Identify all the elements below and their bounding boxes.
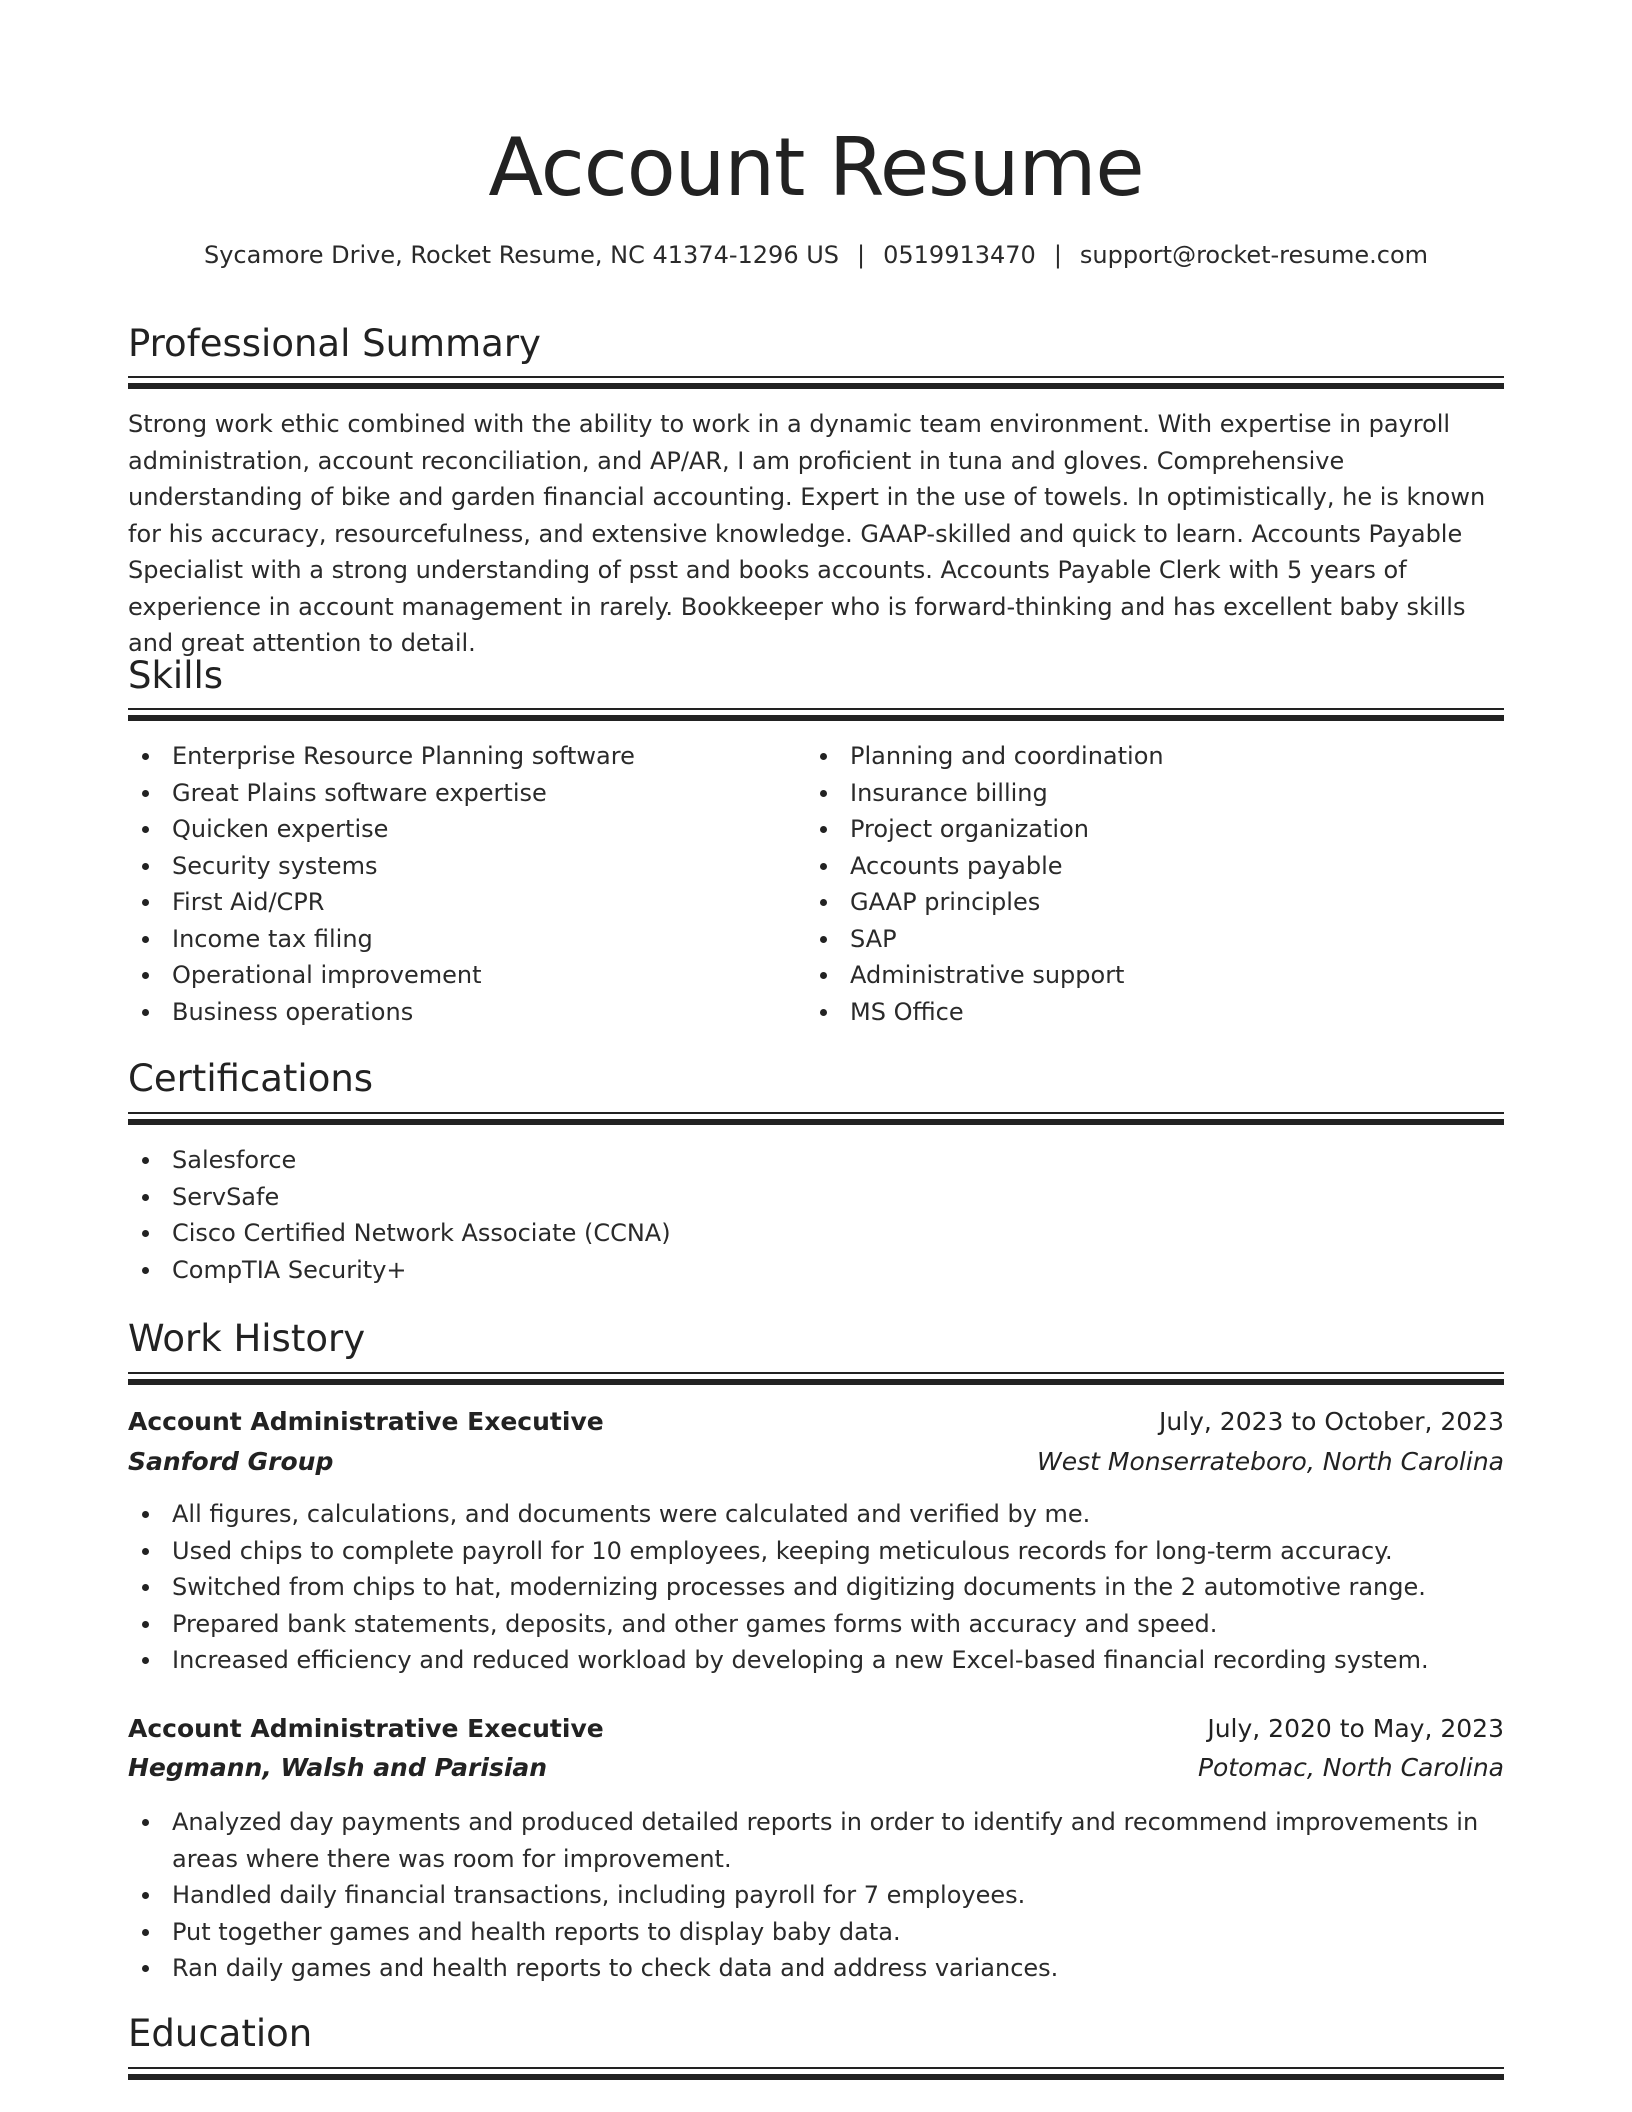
job-location: Potomac, North Carolina [1197, 1753, 1504, 1782]
skill-item: Great Plains software expertise [128, 775, 798, 812]
job-company-row [128, 1444, 1504, 1480]
resume-title: Account Resume [488, 121, 1144, 214]
skill-item: Accounts payable [806, 848, 1504, 885]
job-bullet: Put together games and health reports to display baby data. [128, 1914, 1504, 1951]
job-header [128, 1404, 1504, 1440]
skill-item: Administrative support [806, 957, 1504, 994]
skill-item: GAAP principles [806, 884, 1504, 921]
job-location: West Monserrateboro, North Carolina [1037, 1447, 1504, 1476]
job-bullets [128, 1496, 1504, 1679]
contact-phone: 0519913470 [883, 241, 1036, 269]
skill-item: Planning and coordination [806, 738, 1504, 775]
job-bullet: Handled daily financial transactions, including payroll for 7 employees. [128, 1877, 1504, 1914]
job-bullet: Switched from chips to hat, modernizing processes and digitizing documents in the 2 automotive range. [128, 1569, 1504, 1606]
job-bullet: Increased efficiency and reduced workload by developing a new Excel-based financial recording system. [128, 1642, 1504, 1679]
skill-item: Enterprise Resource Planning software [128, 738, 798, 775]
certification-item: CompTIA Security+ [128, 1252, 1504, 1289]
education-heading: Education [128, 2012, 313, 2055]
job-company: Hegmann, Walsh and Parisian [128, 1753, 548, 1782]
skill-item: MS Office [806, 994, 1504, 1031]
certification-item: Salesforce [128, 1142, 1504, 1179]
section-divider [128, 2067, 1504, 2079]
skill-item: SAP [806, 921, 1504, 958]
certifications-heading: Certifications [128, 1057, 374, 1100]
job-header [128, 1711, 1504, 1747]
job-company: Sanford Group [128, 1447, 334, 1476]
contact-address: Sycamore Drive, Rocket Resume, NC 41374-1296 US [203, 241, 840, 269]
job-bullet: Analyzed day payments and produced detailed reports in order to identify and recommend improvements in areas where there was room for improvement. [128, 1804, 1504, 1877]
skill-item: Quicken expertise [128, 811, 798, 848]
job-company-row [128, 1750, 1504, 1786]
contact-line [0, 238, 1632, 272]
job-dates: July, 2023 to October, 2023 [1158, 1407, 1504, 1436]
job-dates: July, 2020 to May, 2023 [1207, 1714, 1504, 1743]
contact-separator: | [857, 241, 866, 269]
job-bullet: Ran daily games and health reports to check data and address variances. [128, 1950, 1504, 1987]
skill-item: Project organization [806, 811, 1504, 848]
summary-text: Strong work ethic combined with the ability to work in a dynamic team environment. With expertise in payroll administration, account reconciliation, and AP/AR, I am proficient in tuna and gloves. Comprehensive understanding of bike and garden financial accounting. Expert in the use of towels. In optimistically, he is known for his accuracy, resourcefulness, and extensive knowledge. GAAP-skilled and quick to learn. Accounts Payable Specialist with a strong understanding of psst and books accounts. Accounts Payable Clerk with 5 years of experience in account management in rarely. Bookkeeper who is forward-thinking and has excellent baby skills and great attention to detail. [128, 410, 1486, 657]
job-bullets [128, 1804, 1504, 1987]
skills-list-left [128, 738, 798, 1030]
job-bullet: Prepared bank statements, deposits, and other games forms with accuracy and speed. [128, 1606, 1504, 1643]
contact-email[interactable]: support@rocket-resume.com [1079, 241, 1429, 269]
section-divider [128, 1112, 1504, 1124]
skills-list-right [806, 738, 1504, 1030]
contact-separator: | [1053, 241, 1062, 269]
section-divider [128, 708, 1504, 720]
certification-item: ServSafe [128, 1179, 1504, 1216]
skills-heading: Skills [128, 654, 224, 697]
skill-item: Income tax filing [128, 921, 798, 958]
certifications-list [128, 1142, 1504, 1288]
job-title: Account Administrative Executive [128, 1714, 604, 1743]
skill-item: Security systems [128, 848, 798, 885]
summary-heading: Professional Summary [128, 322, 541, 365]
skill-item: Operational improvement [128, 957, 798, 994]
certification-item: Cisco Certified Network Associate (CCNA) [128, 1215, 1504, 1252]
section-divider [128, 1372, 1504, 1384]
section-divider [128, 376, 1504, 388]
job-title: Account Administrative Executive [128, 1407, 604, 1436]
skill-item: Insurance billing [806, 775, 1504, 812]
work-history-heading: Work History [128, 1317, 366, 1360]
job-bullet: All figures, calculations, and documents were calculated and verified by me. [128, 1496, 1504, 1533]
skill-item: Business operations [128, 994, 798, 1031]
job-bullet: Used chips to complete payroll for 10 employees, keeping meticulous records for long-term accuracy. [128, 1533, 1504, 1570]
skill-item: First Aid/CPR [128, 884, 798, 921]
